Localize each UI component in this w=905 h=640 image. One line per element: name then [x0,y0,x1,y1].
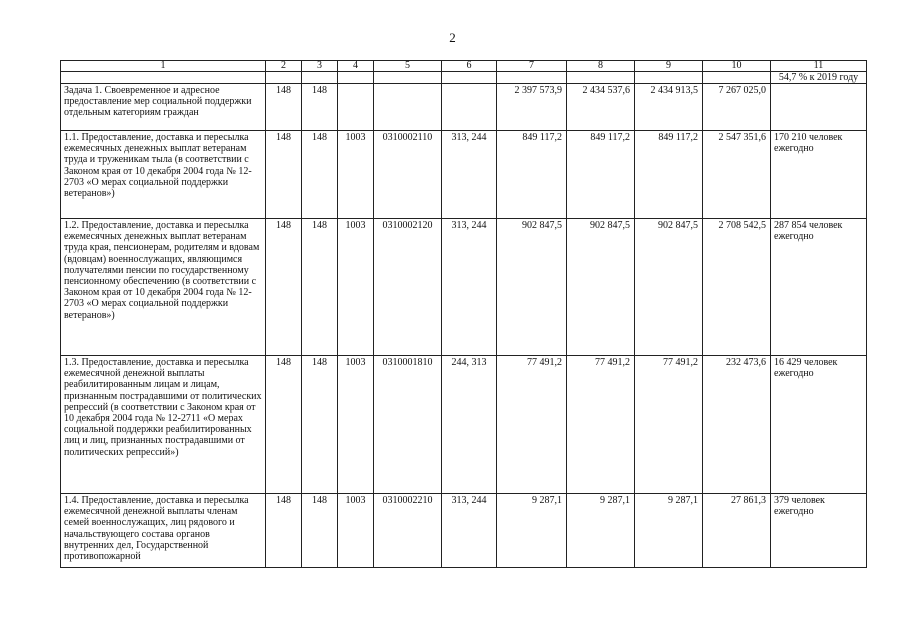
amount-cell: 849 117,2 [635,131,703,219]
header-cell: 10 [703,61,771,72]
amount-cell: 2 434 537,6 [567,84,635,131]
header-cell: 3 [302,61,338,72]
code-cell: 148 [266,84,302,131]
code-cell: 1003 [338,356,374,494]
code-cell [338,84,374,131]
amount-cell: 232 473,6 [703,356,771,494]
amount-cell: 2 547 351,6 [703,131,771,219]
task-description: 1.3. Предоставление, доставка и пересылка ежемесячной денежной выплаты реабилитированным лицам и лицам, признанным пострадавшими от политических репрессий (в соответствии с Законом края от 10 декабря 2004 года № 12-2711 «О мерах социальной поддержки реабилитированных лиц и лиц, признанных пострадавшими от политических репрессий») [61,356,266,494]
header-cell: 5 [374,61,442,72]
amount-cell: 77 491,2 [635,356,703,494]
code-cell: 0310002110 [374,131,442,219]
code-cell: 0310001810 [374,356,442,494]
code-cell: 1003 [338,494,374,568]
code-cell: 148 [302,131,338,219]
code-cell [442,84,497,131]
header-cell: 8 [567,61,635,72]
task-description: 1.4. Предоставление, доставка и пересылка ежемесячной денежной выплаты членам семей военнослужащих, лиц рядового и начальствующего состава органов внутренних дел, Государственной противопожарной [61,494,266,568]
code-cell: 1003 [338,131,374,219]
result-cell: 170 210 человек ежегодно [771,131,867,219]
amount-cell: 7 267 025,0 [703,84,771,131]
header-cell: 6 [442,61,497,72]
task-description: 1.1. Предоставление, доставка и пересылка ежемесячных денежных выплат ветеранам труда и труженикам тыла (в соответствии с Законом края от 10 декабря 2004 года № 12-2703 «О мерах социальной поддержки ветеранов») [61,131,266,219]
amount-cell: 2 397 573,9 [497,84,567,131]
header-cell: 9 [635,61,703,72]
result-cell: 379 человек ежегодно [771,494,867,568]
table-row [61,219,867,356]
code-cell: 1003 [338,219,374,356]
amount-cell: 2 708 542,5 [703,219,771,356]
page-number: 2 [449,30,456,45]
amount-cell: 77 491,2 [497,356,567,494]
code-cell: 244, 313 [442,356,497,494]
header-row [61,61,867,72]
subheader-row [61,72,867,84]
amount-cell: 902 847,5 [567,219,635,356]
amount-cell: 849 117,2 [497,131,567,219]
amount-cell: 2 434 913,5 [635,84,703,131]
header-cell: 11 [771,61,867,72]
amount-cell: 9 287,1 [567,494,635,568]
header-cell: 7 [497,61,567,72]
result-cell: 16 429 человек ежегодно [771,356,867,494]
code-cell: 0310002120 [374,219,442,356]
task-description: Задача 1. Своевременное и адресное предоставление мер социальной поддержки отдельным категориям граждан [61,84,266,131]
code-cell: 148 [266,356,302,494]
code-cell: 313, 244 [442,219,497,356]
result-cell: 287 854 человек ежегодно [771,219,867,356]
subheader-note: 54,7 % к 2019 году [771,72,867,84]
table-row [61,494,867,568]
header-cell: 4 [338,61,374,72]
table-row [61,131,867,219]
table-row [61,356,867,494]
code-cell: 148 [302,219,338,356]
code-cell: 148 [302,84,338,131]
code-cell: 0310002210 [374,494,442,568]
code-cell: 148 [266,131,302,219]
code-cell: 313, 244 [442,131,497,219]
header-cell: 2 [266,61,302,72]
result-cell [771,84,867,131]
table-row [61,84,867,131]
budget-table [60,60,867,568]
amount-cell: 9 287,1 [497,494,567,568]
amount-cell: 9 287,1 [635,494,703,568]
amount-cell: 77 491,2 [567,356,635,494]
code-cell: 148 [302,356,338,494]
amount-cell: 902 847,5 [635,219,703,356]
code-cell: 313, 244 [442,494,497,568]
header-cell: 1 [61,61,266,72]
code-cell: 148 [266,494,302,568]
amount-cell: 902 847,5 [497,219,567,356]
code-cell [374,84,442,131]
code-cell: 148 [302,494,338,568]
task-description: 1.2. Предоставление, доставка и пересылка ежемесячных денежных выплат ветеранам труда края, пенсионерам, родителям и вдовам (вдовцам) военнослужащих, являющимся получателями пенсии по государственному пенсионному обеспечению (в соответствии с Законом края от 10 декабря 2004 года № 12-2703 «О мерах социальной поддержки ветеранов») [61,219,266,356]
amount-cell: 849 117,2 [567,131,635,219]
amount-cell: 27 861,3 [703,494,771,568]
code-cell: 148 [266,219,302,356]
